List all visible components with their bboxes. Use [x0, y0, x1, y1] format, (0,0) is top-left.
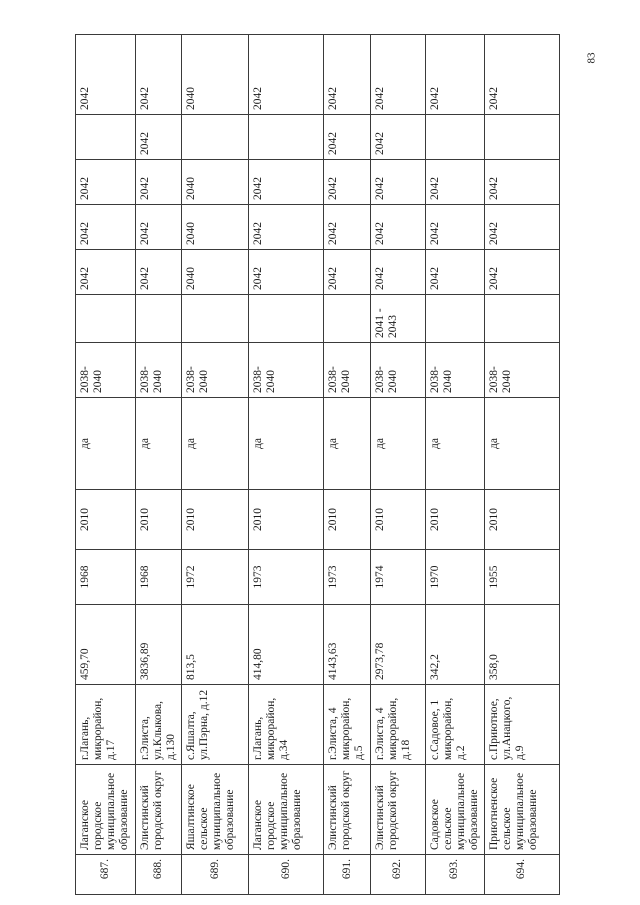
- year-cell-2: 2042: [484, 250, 559, 295]
- year-cell-2: 2042: [136, 250, 182, 295]
- survey-year-cell: 2010: [370, 490, 425, 550]
- area-cell: 342,2: [425, 605, 484, 685]
- flag-cell: да: [370, 398, 425, 490]
- table-row: [182, 35, 249, 895]
- year-cell-4: 2042: [484, 160, 559, 205]
- year-cell-5: 2042: [136, 115, 182, 160]
- row-number: 690.: [249, 855, 324, 895]
- year-cell-3: 2042: [76, 205, 136, 250]
- district-cell: Приютненское сельское муниципальное образование: [484, 765, 559, 855]
- flag-cell: да: [324, 398, 370, 490]
- period-cell: 2038-2040: [249, 343, 324, 398]
- year-cell-4: 2042: [370, 160, 425, 205]
- year-cell-3: 2040: [182, 205, 249, 250]
- built-year-cell: 1972: [182, 550, 249, 605]
- year-cell-2: 2040: [182, 250, 249, 295]
- survey-year-cell: 2010: [484, 490, 559, 550]
- year-cell-3: 2042: [484, 205, 559, 250]
- built-year-cell: 1974: [370, 550, 425, 605]
- year-cell-3: 2042: [136, 205, 182, 250]
- year-cell-2: 2042: [249, 250, 324, 295]
- year-cell-6: 2042: [425, 35, 484, 115]
- address-cell: с.Яшалта, ул.Пэрна, д.12: [182, 685, 249, 765]
- address-cell: г.Лагань, микрорайон, д.34: [249, 685, 324, 765]
- table-row: [136, 35, 182, 895]
- built-year-cell: 1955: [484, 550, 559, 605]
- year-cell-5: [484, 115, 559, 160]
- period-cell: 2038-2040: [76, 343, 136, 398]
- row-number: 692.: [370, 855, 425, 895]
- year-cell-2: 2042: [425, 250, 484, 295]
- year-cell-5: [425, 115, 484, 160]
- year-cell-6: 2040: [182, 35, 249, 115]
- survey-year-cell: 2010: [425, 490, 484, 550]
- flag-cell: да: [484, 398, 559, 490]
- address-cell: с.Приютное, ул.Анацкого, д.9: [484, 685, 559, 765]
- year-cell-1: [484, 295, 559, 343]
- year-cell-5: 2042: [324, 115, 370, 160]
- table-row: [76, 35, 136, 895]
- address-cell: г.Элиста, ул.Клыкова, д.130: [136, 685, 182, 765]
- built-year-cell: 1973: [324, 550, 370, 605]
- row-number: 688.: [136, 855, 182, 895]
- area-cell: 459,70: [76, 605, 136, 685]
- table-row: [425, 35, 484, 895]
- repair-schedule-table: [75, 34, 560, 895]
- period-cell: 2038-2040: [425, 343, 484, 398]
- year-cell-5: [76, 115, 136, 160]
- page-number: 83: [585, 52, 598, 64]
- period-cell: 2038-2040: [182, 343, 249, 398]
- year-cell-6: 2042: [249, 35, 324, 115]
- address-cell: с.Садовое, 1 микрорайон, д.2: [425, 685, 484, 765]
- survey-year-cell: 2010: [76, 490, 136, 550]
- area-cell: 4143,63: [324, 605, 370, 685]
- year-cell-1: [76, 295, 136, 343]
- built-year-cell: 1968: [76, 550, 136, 605]
- period-cell: 2038-2040: [370, 343, 425, 398]
- table-row: [484, 35, 559, 895]
- built-year-cell: 1973: [249, 550, 324, 605]
- year-cell-4: 2042: [425, 160, 484, 205]
- year-cell-6: 2042: [136, 35, 182, 115]
- table-row: [324, 35, 370, 895]
- year-cell-1: [182, 295, 249, 343]
- built-year-cell: 1970: [425, 550, 484, 605]
- year-cell-2: 2042: [370, 250, 425, 295]
- year-cell-2: 2042: [76, 250, 136, 295]
- year-cell-4: 2042: [324, 160, 370, 205]
- district-cell: Элистинский городской округ: [136, 765, 182, 855]
- year-cell-4: 2042: [76, 160, 136, 205]
- year-cell-1: [425, 295, 484, 343]
- year-cell-5: 2042: [370, 115, 425, 160]
- year-cell-6: 2042: [370, 35, 425, 115]
- year-cell-3: 2042: [249, 205, 324, 250]
- survey-year-cell: 2010: [249, 490, 324, 550]
- district-cell: Лаганское городское муниципальное образование: [249, 765, 324, 855]
- year-cell-2: 2042: [324, 250, 370, 295]
- year-cell-3: 2042: [425, 205, 484, 250]
- year-cell-1: [324, 295, 370, 343]
- row-number: 693.: [425, 855, 484, 895]
- period-cell: 2038-2040: [136, 343, 182, 398]
- address-cell: г.Элиста, 4 микрорайон, д.5: [324, 685, 370, 765]
- period-cell: 2038-2040: [324, 343, 370, 398]
- district-cell: Садовское сельское муниципальное образование: [425, 765, 484, 855]
- year-cell-6: 2042: [76, 35, 136, 115]
- area-cell: 813,5: [182, 605, 249, 685]
- year-cell-4: 2042: [249, 160, 324, 205]
- year-cell-6: 2042: [484, 35, 559, 115]
- row-number: 694.: [484, 855, 559, 895]
- row-number: 691.: [324, 855, 370, 895]
- year-cell-5: [182, 115, 249, 160]
- built-year-cell: 1968: [136, 550, 182, 605]
- table-row: [370, 35, 425, 895]
- district-cell: Элистинский городской округ: [324, 765, 370, 855]
- row-number: 687.: [76, 855, 136, 895]
- year-cell-4: 2040: [182, 160, 249, 205]
- survey-year-cell: 2010: [182, 490, 249, 550]
- survey-year-cell: 2010: [136, 490, 182, 550]
- survey-year-cell: 2010: [324, 490, 370, 550]
- area-cell: 414,80: [249, 605, 324, 685]
- year-cell-4: 2042: [136, 160, 182, 205]
- address-cell: г.Лагань, микрорайон, д.17: [76, 685, 136, 765]
- year-cell-3: 2042: [370, 205, 425, 250]
- year-cell-1: [249, 295, 324, 343]
- flag-cell: да: [76, 398, 136, 490]
- flag-cell: да: [249, 398, 324, 490]
- year-cell-1: 2041 - 2043: [370, 295, 425, 343]
- year-cell-3: 2042: [324, 205, 370, 250]
- year-cell-5: [249, 115, 324, 160]
- area-cell: 358,0: [484, 605, 559, 685]
- district-cell: Элистинский городской округ: [370, 765, 425, 855]
- flag-cell: да: [136, 398, 182, 490]
- period-cell: 2038-2040: [484, 343, 559, 398]
- address-cell: г.Элиста, 4 микрорайон, д.18: [370, 685, 425, 765]
- row-number: 689.: [182, 855, 249, 895]
- area-cell: 3836,89: [136, 605, 182, 685]
- rotated-table-wrapper: [75, 35, 560, 895]
- flag-cell: да: [425, 398, 484, 490]
- table-row: [249, 35, 324, 895]
- area-cell: 2973,78: [370, 605, 425, 685]
- year-cell-1: [136, 295, 182, 343]
- flag-cell: да: [182, 398, 249, 490]
- district-cell: Лаганское городское муниципальное образование: [76, 765, 136, 855]
- year-cell-6: 2042: [324, 35, 370, 115]
- district-cell: Яшалтинское сельское муниципальное образование: [182, 765, 249, 855]
